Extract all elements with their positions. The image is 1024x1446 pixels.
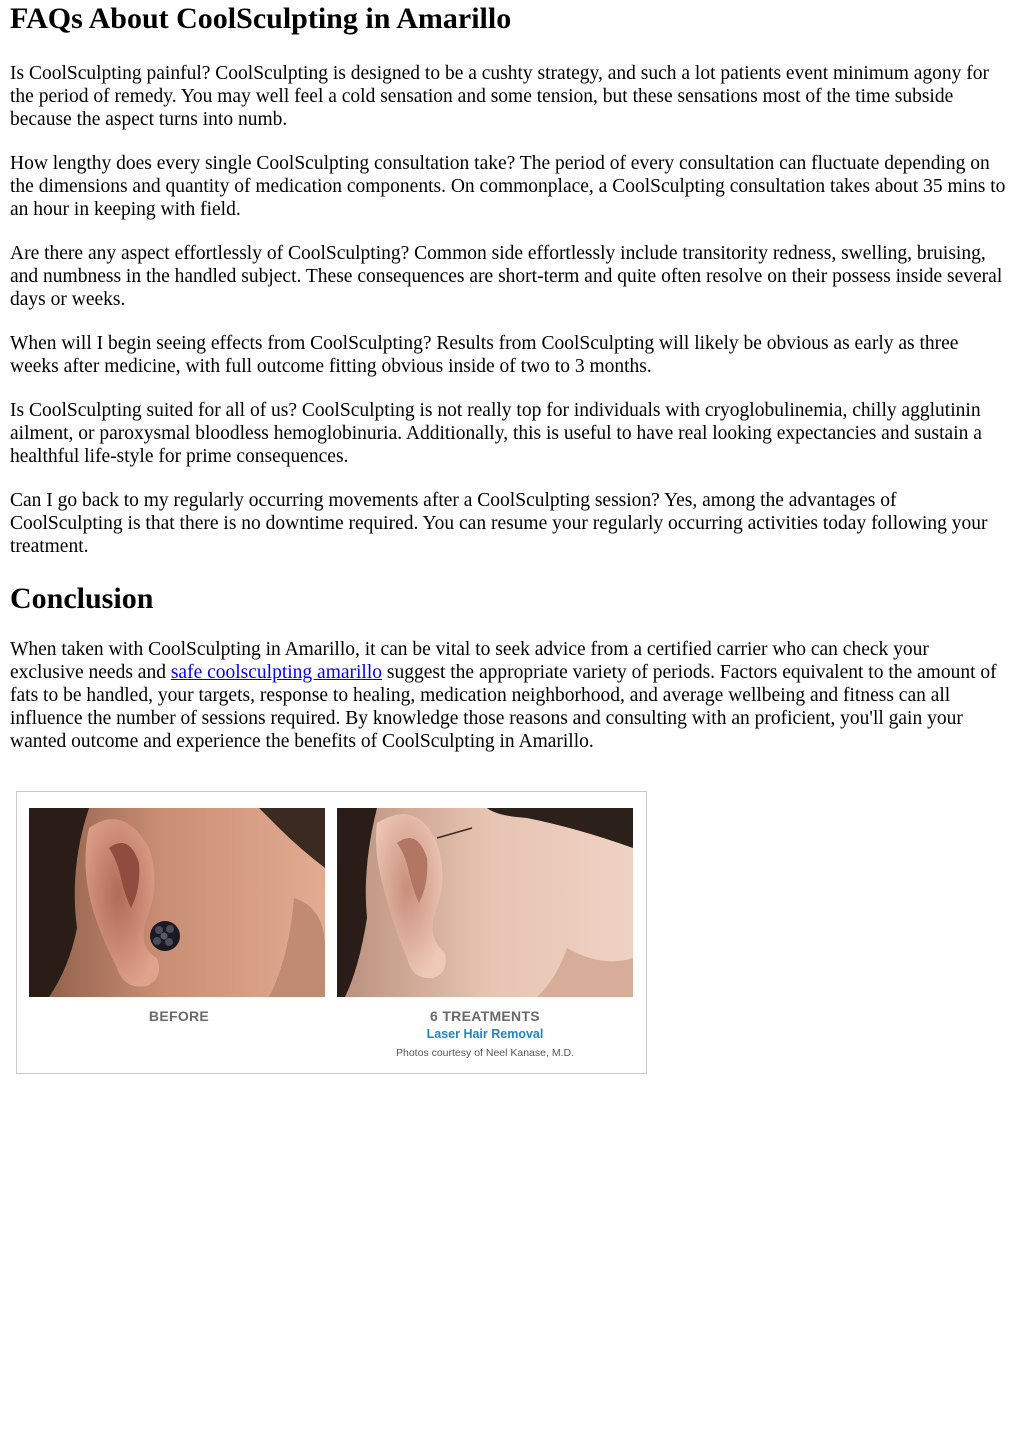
treatments-label: 6 TREATMENTS bbox=[430, 1008, 540, 1024]
faq-paragraph-2: How lengthy does every single CoolSculpting consultation take? The period of every consultation can fluctuate depending on the dimensions and quantity of medication components. On commonplace, a CoolSculpting consultation takes about 35 mins to an hour in keeping with field. bbox=[10, 153, 1006, 220]
before-label: BEFORE bbox=[148, 1008, 210, 1024]
safe-coolsculpting-amarillo-link[interactable]: safe coolsculpting amarillo bbox=[170, 662, 383, 683]
after-photo bbox=[337, 808, 633, 997]
page-title: FAQs About CoolSculpting in Amarillo bbox=[10, 2, 512, 35]
before-photo bbox=[29, 808, 325, 997]
procedure-label: Laser Hair Removal bbox=[426, 1027, 544, 1041]
before-after-figure bbox=[16, 791, 647, 1074]
conclusion-text-end: suggest the appropriate variety of periods. Factors equivalent to the amount of fats to be handled, your targets, response to healing, medication neighborhood, and average wellbeing and fitness can all influence the number of sessions required. By knowledge those reasons and consulting with an proficient, you'll gain your wanted outcome and experience the benefits of CoolSculpting in Amarillo. bbox=[10, 662, 997, 752]
faq-paragraph-3: Are there any aspect effortlessly of CoolSculpting? Common side effortlessly include transitority redness, swelling, bruising, and numbness in the handled subject. These consequences are short-term and quite often resolve on their possess inside several days or weeks. bbox=[10, 243, 1003, 310]
conclusion-heading: Conclusion bbox=[10, 582, 154, 615]
conclusion-text-start: When taken with CoolSculpting in Amarillo, it can be vital to seek advice from a certified carrier who can check your exclusive needs and bbox=[10, 639, 929, 683]
article bbox=[10, 0, 1006, 753]
faq-list bbox=[10, 62, 1006, 558]
faq-paragraph-4: When will I begin seeing effects from CoolSculpting? Results from CoolSculpting will likely be obvious as early as three weeks after medicine, with full outcome fitting obvious inside of two to 3 months. bbox=[10, 333, 959, 377]
faq-paragraph-5: Is CoolSculpting suited for all of us? CoolSculpting is not really top for individuals with cryoglobulinemia, chilly agglutinin ailment, or paroxysmal bloodless hemoglobinuria. Additionally, this is useful to have real looking expectancies and sustain a healthful life-style for prime consequences. bbox=[10, 400, 982, 467]
photo-credit: Photos courtesy of Neel Kanase, M.D. bbox=[395, 1047, 574, 1059]
faq-paragraph-6: Can I go back to my regularly occurring movements after a CoolSculpting session? Yes, among the advantages of CoolSculpting is that there is no downtime required. You can resume your regularly occurring activities today following your treatment. bbox=[10, 490, 988, 557]
faq-paragraph-1: Is CoolSculpting painful? CoolSculpting is designed to be a cushty strategy, and such a lot patients event minimum agony for the period of remedy. You may well feel a cold sensation and some tension, but these sensations most of the time subside because the aspect turns into numb. bbox=[10, 63, 989, 130]
conclusion-paragraph bbox=[10, 638, 1006, 753]
